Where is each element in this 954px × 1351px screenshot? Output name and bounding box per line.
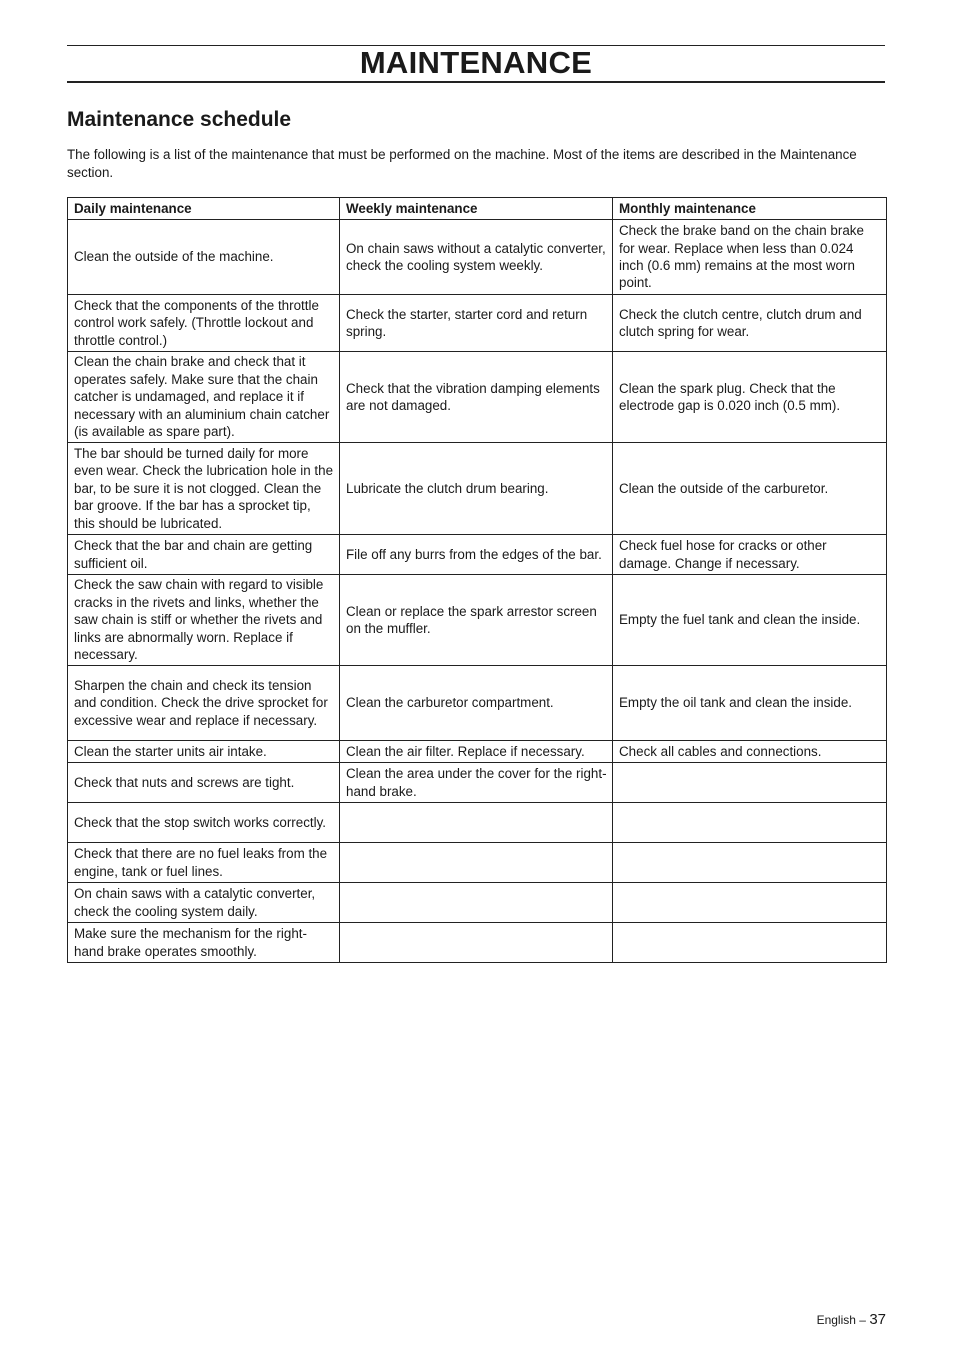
- weekly-cell: [340, 803, 613, 843]
- monthly-cell: [613, 843, 887, 883]
- monthly-cell: Clean the spark plug. Check that the electrode gap is 0.020 inch (0.5 mm).: [613, 352, 887, 443]
- table-row: [68, 741, 887, 763]
- weekly-cell: [340, 883, 613, 923]
- daily-cell: Clean the chain brake and check that it operates safely. Make sure that the chain catcher is undamaged, and replace it if necessary with an aluminium chain catcher (is available as spare part).: [68, 352, 340, 443]
- page-footer: [817, 1311, 886, 1329]
- column-header-daily: Daily maintenance: [68, 198, 340, 220]
- monthly-cell: Check all cables and connections.: [613, 741, 887, 763]
- weekly-cell: Check that the vibration damping elements are not damaged.: [340, 352, 613, 443]
- table-row: [68, 883, 887, 923]
- daily-cell: Make sure the mechanism for the right-hand brake operates smoothly.: [68, 923, 340, 963]
- column-header-monthly: Monthly maintenance: [613, 198, 887, 220]
- weekly-cell: [340, 843, 613, 883]
- table-row: [68, 803, 887, 843]
- monthly-cell: Check fuel hose for cracks or other damage. Change if necessary.: [613, 535, 887, 575]
- daily-cell: Clean the outside of the machine.: [68, 220, 340, 295]
- table-row: [68, 763, 887, 803]
- monthly-cell: [613, 763, 887, 803]
- monthly-cell: Check the brake band on the chain brake for wear. Replace when less than 0.024 inch (0.6 mm) remains at the most worn point.: [613, 220, 887, 295]
- daily-cell: Check that the bar and chain are getting sufficient oil.: [68, 535, 340, 575]
- monthly-cell: Empty the oil tank and clean the inside.: [613, 666, 887, 741]
- weekly-cell: File off any burrs from the edges of the bar.: [340, 535, 613, 575]
- table-row: [68, 923, 887, 963]
- daily-cell: Check that the components of the throttle control work safely. (Throttle lockout and throttle control.): [68, 295, 340, 352]
- column-header-weekly: Weekly maintenance: [340, 198, 613, 220]
- monthly-cell: [613, 883, 887, 923]
- table-row: [68, 575, 887, 666]
- weekly-cell: Lubricate the clutch drum bearing.: [340, 443, 613, 535]
- table-row: [68, 843, 887, 883]
- section-title: Maintenance schedule: [67, 108, 292, 131]
- footer-separator: –: [859, 1313, 866, 1327]
- table-row: [68, 535, 887, 575]
- daily-cell: Sharpen the chain and check its tension and condition. Check the drive sprocket for excessive wear and replace if necessary.: [68, 666, 340, 741]
- daily-cell: Check that there are no fuel leaks from the engine, tank or fuel lines.: [68, 843, 340, 883]
- table-header-row: [68, 198, 887, 220]
- page-title: MAINTENANCE: [359, 45, 593, 80]
- monthly-cell: [613, 803, 887, 843]
- daily-cell: Clean the starter units air intake.: [68, 741, 340, 763]
- intro-paragraph: The following is a list of the maintenance that must be performed on the machine. Most of the items are described in the Maintenance section.: [67, 147, 857, 180]
- monthly-cell: Empty the fuel tank and clean the inside.: [613, 575, 887, 666]
- monthly-cell: Check the clutch centre, clutch drum and clutch spring for wear.: [613, 295, 887, 352]
- table-row: [68, 352, 887, 443]
- table-row: [68, 443, 887, 535]
- table-row: [68, 666, 887, 741]
- page-number: 37: [869, 1311, 886, 1328]
- weekly-cell: Clean the area under the cover for the right-hand brake.: [340, 763, 613, 803]
- header-rule-bottom: [67, 81, 885, 83]
- daily-cell: On chain saws with a catalytic converter, check the cooling system daily.: [68, 883, 340, 923]
- weekly-cell: On chain saws without a catalytic converter, check the cooling system weekly.: [340, 220, 613, 295]
- footer-language: English: [816, 1313, 856, 1327]
- table-row: [68, 220, 887, 295]
- daily-cell: The bar should be turned daily for more even wear. Check the lubrication hole in the bar, to be sure it is not clogged. Clean the bar groove. If the bar has a sprocket tip, this should be lubricated.: [68, 443, 340, 535]
- daily-cell: Check the saw chain with regard to visible cracks in the rivets and links, whether the saw chain is stiff or whether the rivets and links are abnormally worn. Replace if necessary.: [68, 575, 340, 666]
- maintenance-schedule-table: [67, 197, 887, 963]
- weekly-cell: Check the starter, starter cord and return spring.: [340, 295, 613, 352]
- daily-cell: Check that the stop switch works correctly.: [68, 803, 340, 843]
- weekly-cell: [340, 923, 613, 963]
- daily-cell: Check that nuts and screws are tight.: [68, 763, 340, 803]
- monthly-cell: Clean the outside of the carburetor.: [613, 443, 887, 535]
- monthly-cell: [613, 923, 887, 963]
- weekly-cell: Clean the carburetor compartment.: [340, 666, 613, 741]
- weekly-cell: Clean the air filter. Replace if necessary.: [340, 741, 613, 763]
- weekly-cell: Clean or replace the spark arrestor screen on the muffler.: [340, 575, 613, 666]
- table-row: [68, 295, 887, 352]
